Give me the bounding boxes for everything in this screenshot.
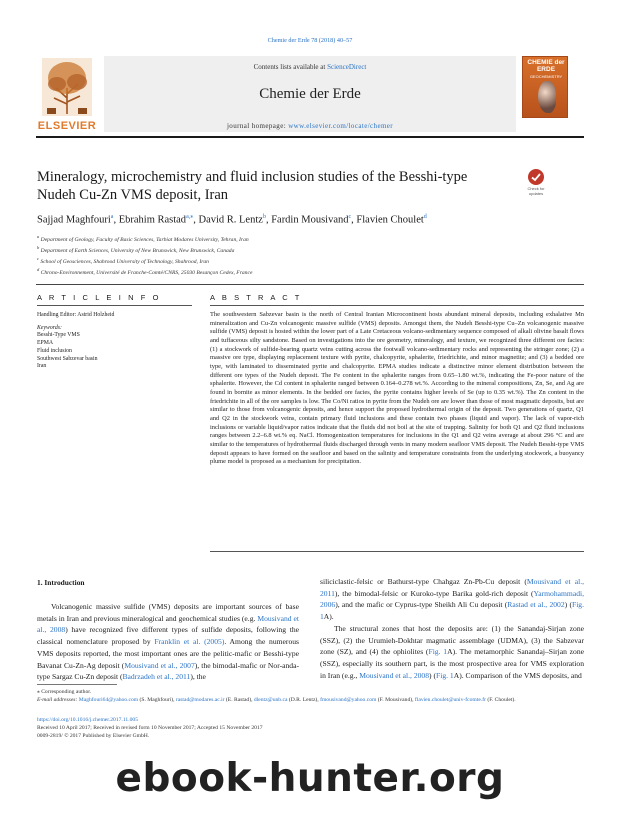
issn-copyright: 0009-2819/ © 2017 Published by Elsevier GmbH.: [37, 733, 150, 739]
citation-link[interactable]: Badrzadeh et al., 2011: [122, 672, 191, 682]
email-owner: (D.R. Lentz),: [287, 697, 321, 703]
check-for-updates-button[interactable]: [521, 169, 551, 199]
affiliation-marker: d: [37, 267, 40, 273]
email-link[interactable]: flavien.choulet@univ-fcomte.fr: [414, 697, 486, 703]
cover-image: [538, 81, 556, 113]
keyword-list: [37, 332, 192, 371]
affiliation-list: [37, 233, 577, 278]
affiliation-item: [37, 255, 577, 266]
paragraph-text: Volcanogenic massive sulfide (VMS) deposits are important sources of base metals in Iran and previous mineralogical and geochemical studies (e.g.: [37, 602, 299, 623]
citation-link[interactable]: Rastad et al., 2002: [507, 600, 565, 610]
affiliation-text: School of Geosciences, Shahrood University of Technology, Shahrood, Iran: [39, 259, 209, 266]
introduction-right-column: [320, 576, 584, 681]
keyword-item: Fluid inclusion: [37, 347, 72, 354]
article-title: [37, 168, 507, 204]
paragraph-text: ), and the mafic or Cyprus-type Sheikh Ali Cu deposit (: [335, 600, 508, 610]
citation-link[interactable]: Fig. 1: [320, 600, 584, 622]
keywords-label: Keywords:: [37, 324, 62, 331]
masthead-center: [104, 56, 516, 132]
article-info-header: A R T I C L E I N F O: [37, 293, 162, 302]
author-affiliation-marker[interactable]: b: [262, 214, 266, 220]
contents-prefix: Contents lists available at: [253, 63, 328, 71]
paragraph-text: ), the: [190, 672, 206, 682]
keyword-item: Iran: [37, 363, 47, 370]
abstract-rule: [210, 305, 584, 306]
cover-subtitle: GEOCHEMISTRY: [529, 74, 563, 79]
affiliation-item: [37, 266, 577, 277]
email-owner: (F. Choulet).: [485, 697, 516, 703]
check-for-updates-icon: [528, 169, 544, 185]
journal-name: Chemie der Erde: [259, 86, 361, 102]
homepage-prefix: journal homepage:: [226, 122, 289, 130]
paragraph-text: ) (: [429, 670, 436, 680]
abstract-header: A B S T R A C T: [210, 293, 302, 302]
article-info-panel: [37, 312, 192, 371]
author-name[interactable]: David R. Lentz: [198, 214, 263, 226]
citation-link[interactable]: Franklin et al. (2005): [154, 637, 225, 647]
author-name[interactable]: Ebrahim Rastad: [118, 214, 187, 226]
keyword-item: Besshi-Type VMS: [37, 332, 80, 339]
check-for-updates-label: Check for updates: [527, 186, 545, 196]
email-label: E-mail addresses:: [37, 697, 79, 703]
section-rule: [36, 284, 584, 285]
paragraph-text: ) (: [564, 600, 572, 610]
citation-link[interactable]: Yarmohammadi, 2006: [320, 588, 584, 610]
author-separator: ,: [193, 214, 199, 226]
journal-reference-link[interactable]: Chemie der Erde 78 (2018) 40–57: [267, 37, 353, 44]
author-name[interactable]: Fardin Mousivand: [271, 214, 349, 226]
paragraph-text: . Among the numerous VMS deposits reported, the most important ones are the pelitic-mafic or Besshi-type Bavanat Cu-Zn-Ag deposit (: [37, 637, 299, 670]
email-owner: (S. Maghfouri),: [138, 697, 176, 703]
email-owner: (E. Rastad),: [224, 697, 254, 703]
watermark-text: ebook-hunter.org: [115, 756, 505, 801]
elsevier-tree-icon: [42, 58, 92, 116]
email-link[interactable]: dlentz@unb.ca: [253, 697, 288, 703]
author-separator: ,: [351, 214, 357, 226]
email-link[interactable]: Maghfouri64@yahoo.com: [78, 697, 139, 703]
article-title-line-2: Nudeh Cu-Zn VMS deposit, Iran: [37, 187, 229, 203]
keyword-item: EPMA: [37, 340, 54, 347]
cover-title: CHEMIE der ERDE: [527, 59, 565, 73]
affiliation-item: [37, 244, 577, 255]
citation-link[interactable]: Fig. 1: [436, 670, 454, 680]
article-metadata: [37, 716, 585, 740]
affiliation-text: Department of Earth Sciences, University of New Brunswick, New Brunswick, Canada: [39, 248, 235, 255]
paragraph-text: ), the bimodal-felsic or Kuroko-type Barika gold-rich deposit (: [334, 588, 534, 598]
abstract-bottom-rule: [210, 551, 584, 552]
author-affiliation-marker[interactable]: c: [348, 214, 352, 220]
paragraph-text: The structural zones that host the deposits are: (1) the Sanandaj-Sirjan zone (SSZ), (2) the Urumieh-Dokhtar magmatic assemblage (UDMA), (3) the Sabzevar zone (SZ), and (4) the ophiolites (: [320, 623, 584, 657]
citation-link[interactable]: Mousivand et al., 2011: [320, 577, 585, 598]
affiliation-text: Department of Geology, Faculty of Basic Sciences, Tarbiat Modares University, Tehran, Iran: [39, 236, 249, 243]
author-affiliation-marker[interactable]: d: [423, 214, 427, 220]
doi-link[interactable]: https://doi.org/10.1016/j.chemer.2017.11.005: [37, 717, 138, 723]
contents-line: [104, 63, 516, 71]
handling-editor: Handling Editor: Astrid Holzheid: [37, 312, 115, 318]
journal-masthead: [36, 56, 584, 132]
abstract-text: The southwestern Sabzevar basin is the north of Central Iranian Microcontinent hosts abundant mineral deposits, including exhalative Mn mineralization and Cu-Zn volcanogenic massive sulfide (VMS) deposits. Amongst them, the Nudeh Besshi-type Cu–Zn volcanogenic massive sulfide (VMS) deposit is hosted within the lower part of a Late Cretaceous volcano-sedimentary sequence composed of alkali olivine basalt flows and tuffaceous silty sandstone. Based on investigations into the ore geometry, mineralogy, and texture, we recognized three different ore facies: (1) a stockwork of sulfide-bearing quartz veins cutting across the footwall volcano-sedimentary rocks and representing the stringer zone; (2) a massive ore type, displaying replacement texture with pyrite, chalcopyrite, sphalerite, friedrichite, and minor magnetite; and (3) a bedded ore type, with laminated to disseminated pyrite and chalcopyrite. EPMA studies indicate a distinctive minor element distribution between the different ore types of the Nudeh deposit. The Fe content in the sphalerite ranges from 0.65–1.80 wt.%, indicating the Fe-poor nature of the sphalerite. However, the Cd content in sphalerite ranged between 0.164–0.278 wt.%. According to the mineral compositions, Zn, Se, and Ag are found in bornite as minor elements. In the bedded ore facies, the pyrite contains higher levels of Se (up to 0.35 wt.%). The Zn content in the friedrichite in all of the ore samples is low. The Co/Ni ratios in pyrite from the Nudeh ore are lower than those of most magmatic deposits, but are similar to those from volcanogenic deposits, and hence support the proposed hydrothermal origin of the deposit. Two generations of quartz, Q1 and Q2 in the stockwork veins, contain primary fluid inclusions and these contain two phases (liquid and vapor). The lack of vapor-rich inclusions or variable liquid/vapor ratios indicate that the fluids did not boil at the site of trapping. Salinity for both Q1 and Q2 fluid inclusions ranges between 2.2–6.8 wt.% eq. NaCl. Homogenization temperatures for inclusions in the Q1 and Q2 veins average at about 296 °C and are similar to the temperatures of hydrothermal fluids discharged through vents in many modern seafloor VMS deposit. The Nudeh Besshi-type VMS deposit appears to have formed on the seafloor and based on the salinity and temperature constraints from the underlying stockwork, a buoyancy plume model is proposed as a mechanism for precipitation.: [210, 311, 584, 466]
affiliation-marker: a: [37, 234, 40, 239]
corresponding-author-note: ⁎ Corresponding author.: [37, 689, 92, 695]
elsevier-wordmark: ELSEVIER: [37, 120, 97, 132]
footnotes: [37, 688, 585, 704]
email-owner: (F. Mousivand),: [376, 697, 415, 703]
footnote-rule: [37, 684, 117, 685]
introduction-paragraph: [320, 623, 584, 682]
author-name[interactable]: Flavien Choulet: [356, 214, 424, 226]
sciencedirect-link[interactable]: ScienceDirect: [327, 63, 367, 71]
article-title-line-1: Mineralogy, microchemistry and fluid inclusion studies of the Besshi-type: [37, 169, 468, 185]
paragraph-text: ) have recognized five different types of sulfide deposits, following the classical nomenclature proposed by: [37, 625, 299, 647]
paragraph-text: A). The metamorphic Sanandaj–Sirjan zone (SSZ), especially its southern part, is the most prospective area for VMS exploration in Iran (e.g.,: [320, 647, 584, 680]
author-separator: ,: [113, 214, 119, 226]
journal-cover-thumbnail[interactable]: [522, 56, 568, 118]
affiliation-marker: b: [37, 245, 40, 251]
citation-link[interactable]: Fig. 1: [428, 647, 448, 657]
masthead-rule: [36, 136, 584, 138]
keyword-item: Southwest Sabzevar basin: [37, 355, 98, 362]
author-list: [37, 213, 577, 226]
affiliation-item: [37, 233, 577, 244]
paragraph-text: ), the bimodal-mafic or Nor-anda-type Sargaz Cu-Zn deposit (: [37, 660, 299, 682]
paragraph-text: A).: [323, 612, 334, 622]
citation-link[interactable]: Mousivand et al., 2007: [124, 660, 195, 670]
homepage-line: [104, 122, 516, 130]
email-addresses: [37, 696, 585, 704]
received-dates: Received 10 April 2017; Received in revised form 10 November 2017; Accepted 15 November 2017: [37, 725, 263, 731]
author-affiliation-marker[interactable]: a: [110, 214, 114, 220]
email-link[interactable]: rastad@modares.ac.ir: [175, 697, 225, 703]
affiliation-text: Chrono-Environnement, Université de Franche-Comté/CNRS, 25030 Besançon Cedex, France: [39, 270, 253, 277]
affiliation-marker: c: [37, 256, 39, 262]
introduction-left-column: [37, 601, 299, 683]
author-separator: ,: [265, 214, 272, 226]
citation-link[interactable]: Mousivand et al., 2008: [37, 613, 299, 635]
article-info-rule: [37, 305, 192, 306]
journal-homepage-link[interactable]: www.elsevier.com/locate/chemer: [288, 122, 394, 130]
author-affiliation-marker[interactable]: a,⁎: [186, 214, 194, 220]
introduction-heading: 1. Introduction: [37, 578, 85, 587]
introduction-paragraph: [320, 576, 584, 623]
author-name[interactable]: Sajjad Maghfouri: [37, 214, 111, 226]
elsevier-logo[interactable]: [36, 58, 98, 132]
paragraph-text: A). Comparison of the VMS deposits, and: [453, 670, 582, 680]
paragraph-text: siliciclastic-felsic or Bathurst-type Chahgaz Zn-Pb-Cu deposit (: [320, 577, 527, 586]
citation-link[interactable]: Mousivand et al., 2008: [359, 670, 430, 680]
email-link[interactable]: fmousivand@yahoo.com: [320, 697, 377, 703]
